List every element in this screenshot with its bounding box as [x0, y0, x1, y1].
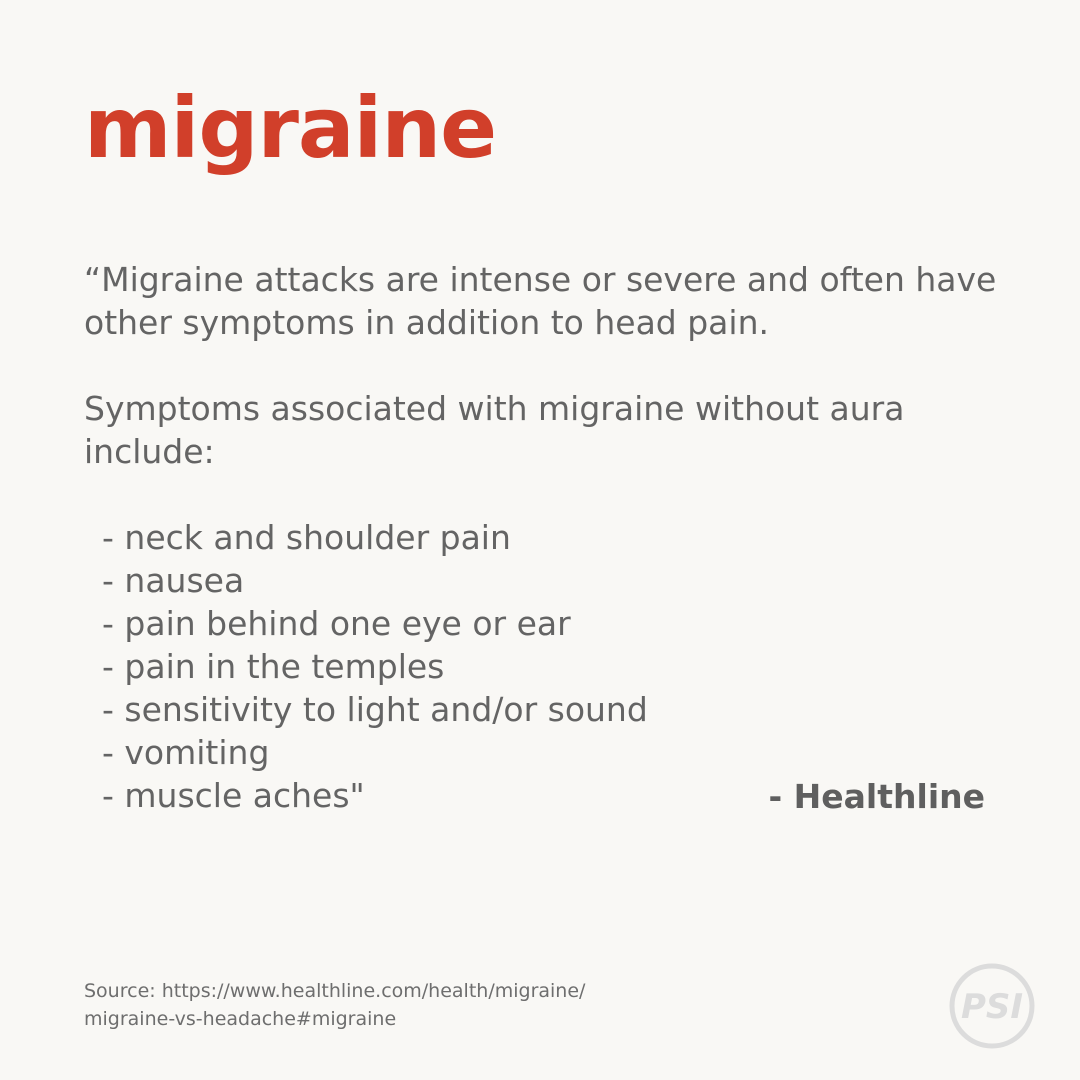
- quote-spacer: [84, 473, 1014, 516]
- source-citation: [84, 977, 784, 1033]
- symptom-item: - muscle aches": [102, 776, 365, 815]
- page-title: migraine: [84, 79, 497, 177]
- symptom-item: - pain behind one eye or ear: [102, 604, 571, 643]
- quote-paragraph-intro: “Migraine attacks are intense or severe and often have other symptoms in addition to head pain.: [84, 260, 997, 342]
- symptom-list: [84, 516, 1014, 817]
- source-line: Source: https://www.healthline.com/health/migraine/: [84, 980, 586, 1002]
- quote-block: [84, 258, 1014, 817]
- quote-paragraph-symptoms-intro: Symptoms associated with migraine without aura include:: [84, 389, 905, 471]
- psi-logo-text: PSI: [960, 987, 1024, 1027]
- symptom-item: - sensitivity to light and/or sound: [102, 690, 648, 729]
- symptom-item: - pain in the temples: [102, 647, 445, 686]
- symptom-item: - nausea: [102, 561, 245, 600]
- source-line: migraine-vs-headache#migraine: [84, 1008, 397, 1030]
- quote-attribution: - Healthline: [768, 777, 985, 816]
- psi-logo-icon: [948, 962, 1036, 1050]
- symptom-item: - vomiting: [102, 733, 270, 772]
- symptom-item: - neck and shoulder pain: [102, 518, 511, 557]
